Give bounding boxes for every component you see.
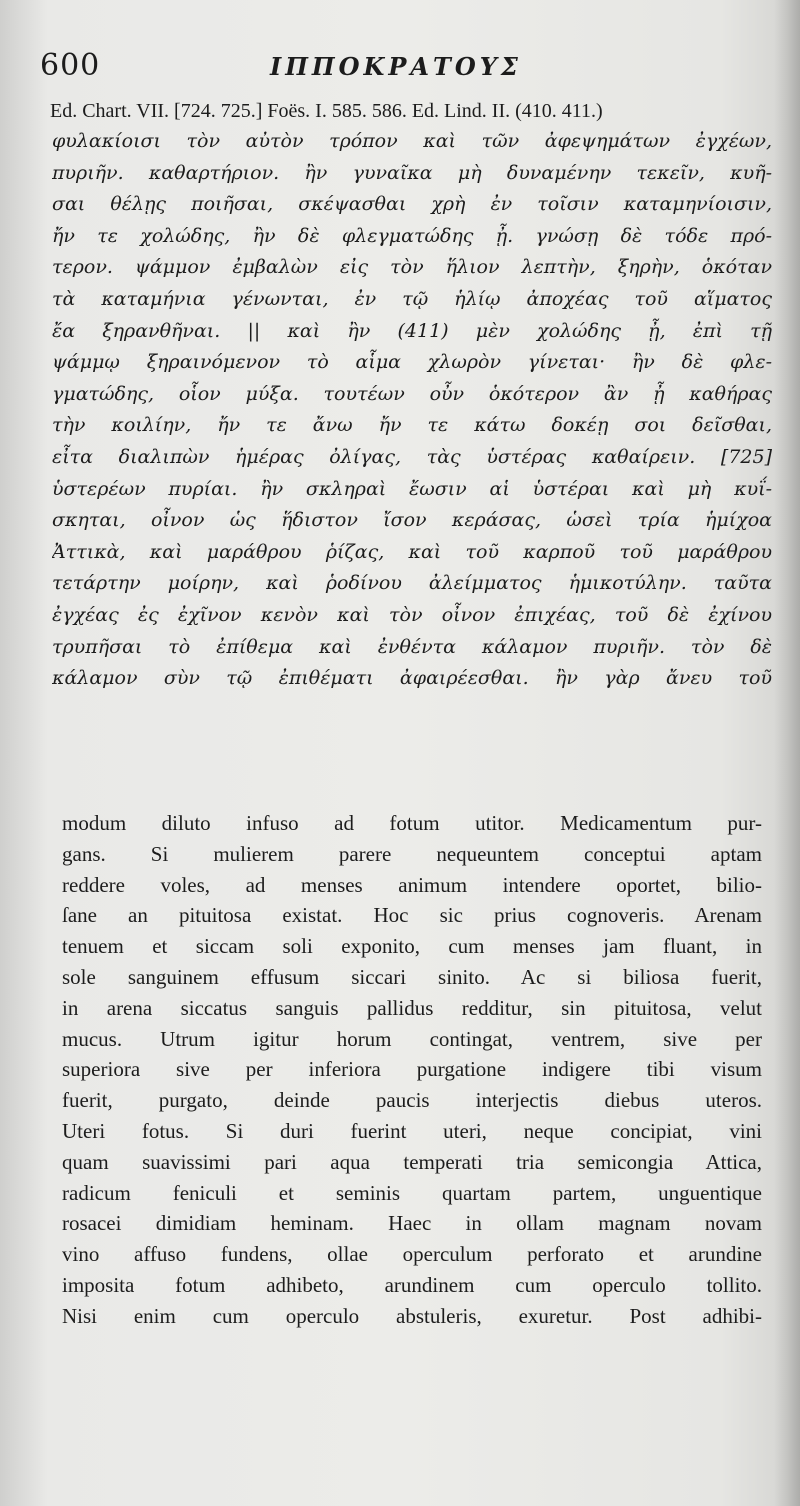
latin-text-line: modum diluto infuso ad fotum utitor. Medicamentum pur-: [62, 811, 762, 835]
latin-text-line: quam suavissimi pari aqua temperati tria semicongia Attica,: [62, 1149, 762, 1174]
greek-text-line: γματώδης, οἷον μύξα. τουτέων οὖν ὁκότερον ἂν ᾖ καθήρας: [52, 382, 772, 405]
greek-text-line: κάλαμον σὺν τῷ ἐπιθέματι ἀφαιρέεσθαι. ἢν γὰρ ἄνευ τοῦ: [52, 667, 772, 690]
greek-text-line: εἶτα διαλιπὼν ἡμέρας ὀλίγας, τὰς ὑστέρας καθαίρειν. [725]: [52, 445, 772, 468]
latin-text-line: rosacei dimidiam heminam. Haec in ollam magnam novam: [62, 1211, 762, 1236]
latin-text-line: sole sanguinem effusum siccari sinito. Ac si biliosa fuerit,: [62, 964, 762, 989]
latin-text-line: imposita fotum adhibeto, arundinem cum operculo tollito.: [62, 1272, 762, 1297]
latin-text-line: Uteri fotus. Si duri fuerint uteri, neque concipiat, vini: [62, 1118, 762, 1143]
latin-text-line: vino affuso fundens, ollae operculum perforato et arundine: [62, 1242, 762, 1267]
greek-text-line: σκηται, οἶνον ὡς ἥδιστον ἴσον κεράσας, ὡσεὶ τρία ἡμίχοα: [52, 509, 772, 532]
running-title: ΙΠΠΟΚΡΑΤΟΥΣ: [270, 52, 522, 81]
greek-text-line: ἐγχέας ἐς ἐχῖνον κενὸν καὶ τὸν οἶνον ἐπιχέας, τοῦ δὲ ἐχίνου: [52, 603, 772, 626]
greek-text-line: πυριῆν. καθαρτήριον. ἢν γυναῖκα μὴ δυναμένην τεκεῖν, κυῆ-: [52, 161, 772, 184]
greek-text-line: τὴν κοιλίην, ἤν τε ἄνω ἤν τε κάτω δοκέῃ σοι δεῖσθαι,: [52, 414, 772, 437]
greek-text-line: ἔα ξηρανθῆναι. || καὶ ἢν (411) μὲν χολώδης ᾖ, ἐπὶ τῇ: [52, 319, 772, 342]
greek-text-line: τετάρτην μοίρην, καὶ ῥοδίνου ἀλείμματος ἡμικοτύλην. ταῦτα: [52, 572, 772, 595]
greek-text-block: [52, 126, 772, 695]
latin-text-line: reddere voles, ad menses animum intendere oportet, bilio-: [62, 872, 762, 897]
page-number: 600: [40, 48, 101, 83]
greek-text-line: ὑστερέων πυρίαι. ἢν σκληραὶ ἔωσιν αἱ ὑστέραι καὶ μὴ κυΐ-: [52, 477, 772, 500]
latin-text-line: fuerit, purgato, deinde paucis interjectis diebus uteros.: [62, 1088, 762, 1113]
greek-text-line: τρυπῆσαι τὸ ἐπίθεμα καὶ ἐνθέντα κάλαμον πυριῆν. τὸν δὲ: [52, 635, 772, 658]
latin-text-line: radicum feniculi et seminis quartam partem, unguentique: [62, 1180, 762, 1205]
greek-text-line: τερον. ψάμμον ἐμβαλὼν εἰς τὸν ἥλιον λεπτὴν, ξηρὴν, ὁκόταν: [52, 256, 772, 279]
edition-references: Ed. Chart. VII. [724. 725.] Foës. I. 585. 586. Ed. Lind. II. (410. 411.): [50, 100, 603, 122]
greek-text-line: σαι θέλῃς ποιῆσαι, σκέψασθαι χρὴ ἐν τοῖσιν καταμηνίοισιν,: [52, 193, 772, 216]
latin-text-line: tenuem et siccam soli exponito, cum menses jam fluant, in: [62, 934, 762, 959]
latin-text-line: in arena siccatus sanguis pallidus redditur, sin pituitosa, velut: [62, 995, 762, 1020]
greek-text-line: τὰ καταμήνια γένωνται, ἐν τῷ ἡλίῳ ἀποχέας τοῦ αἵματος: [52, 287, 772, 310]
latin-text-line: mucus. Utrum igitur horum contingat, ventrem, sive per: [62, 1026, 762, 1051]
latin-text-line: gans. Si mulierem parere nequeuntem conceptui aptam: [62, 841, 762, 866]
greek-text-line: Ἀττικὰ, καὶ μαράθρου ῥίζας, καὶ τοῦ καρποῦ τοῦ μαράθρου: [52, 540, 772, 563]
latin-text-line: ſane an pituitosa existat. Hoc sic prius cognoveris. Arenam: [62, 903, 762, 928]
latin-text-line: superiora sive per inferiora purgatione indigere tibi visum: [62, 1057, 762, 1082]
greek-text-line: ἤν τε χολώδης, ἢν δὲ φλεγματώδης ᾖ. γνώσῃ δὲ τόδε πρό-: [52, 224, 772, 247]
latin-text-line: Nisi enim cum operculo abstuleris, exuretur. Post adhibi-: [62, 1303, 762, 1328]
page-gutter-shadow: [774, 0, 800, 1506]
page-header: [40, 48, 770, 88]
latin-text-block: [62, 808, 762, 1332]
greek-text-line: φυλακίοισι τὸν αὐτὸν τρόπον καὶ τῶν ἀφεψημάτων ἐγχέων,: [52, 130, 772, 152]
greek-text-line: ψάμμῳ ξηραινόμενον τὸ αἷμα χλωρὸν γίνεται· ἢν δὲ φλε-: [52, 351, 772, 374]
